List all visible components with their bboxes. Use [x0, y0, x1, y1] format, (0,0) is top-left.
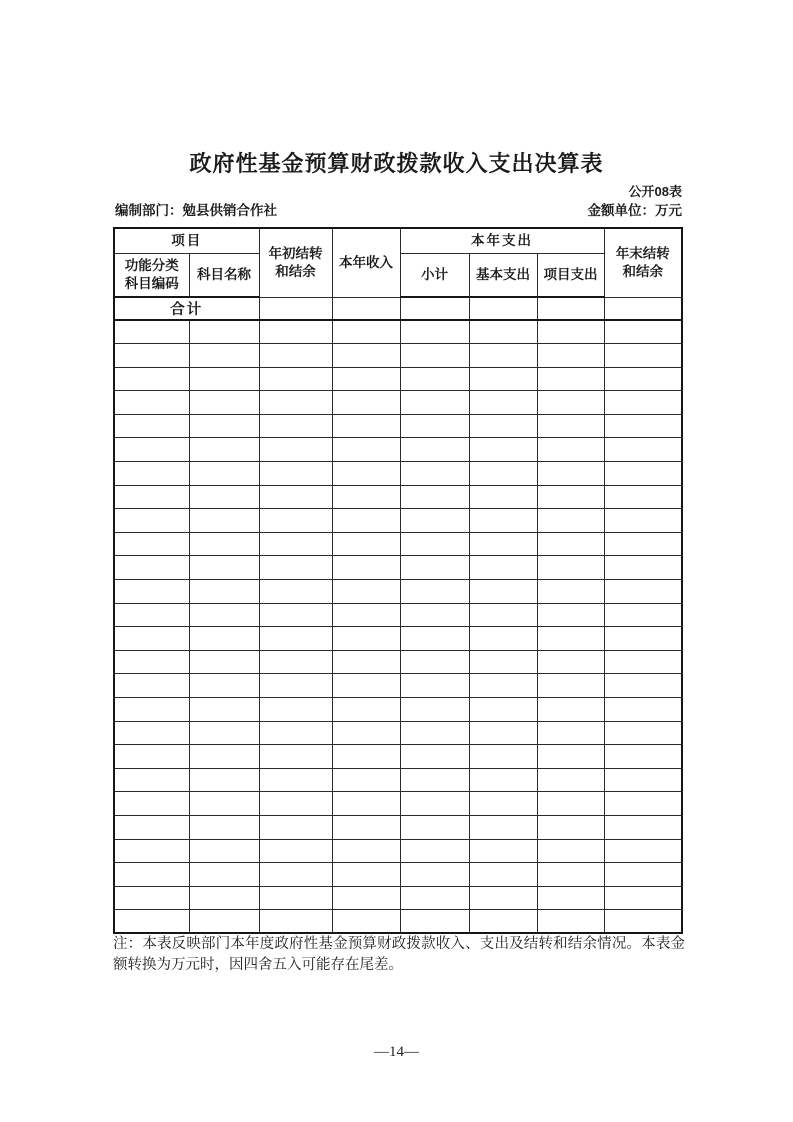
- empty-cell: [537, 580, 604, 604]
- empty-cell: [604, 367, 682, 391]
- header-closing-balance: [604, 228, 682, 297]
- empty-cell: [604, 674, 682, 698]
- empty-cell: [332, 391, 400, 415]
- empty-cell: [259, 910, 332, 934]
- empty-cell: [400, 745, 469, 769]
- header-row-1: [114, 228, 682, 253]
- empty-cell: [604, 815, 682, 839]
- meta-row: [115, 199, 682, 219]
- empty-cell: [114, 462, 189, 486]
- empty-cell: [604, 627, 682, 651]
- empty-cell: [469, 391, 537, 415]
- prepared-by-label: 编制部门：勉县供销合作社: [115, 203, 277, 218]
- empty-cell: [332, 367, 400, 391]
- empty-cell: [400, 886, 469, 910]
- empty-cell: [332, 320, 400, 344]
- empty-cell: [537, 863, 604, 887]
- empty-cell: [537, 414, 604, 438]
- empty-cell: [537, 603, 604, 627]
- total-opening-balance-cell: [259, 297, 332, 320]
- empty-cell: [537, 910, 604, 934]
- table-row: [114, 532, 682, 556]
- table-row: [114, 414, 682, 438]
- empty-cell: [189, 556, 259, 580]
- empty-cell: [259, 320, 332, 344]
- table-row: [114, 462, 682, 486]
- empty-cell: [259, 792, 332, 816]
- table-header: [114, 228, 682, 297]
- empty-cell: [114, 768, 189, 792]
- header-basic-expenditure: 基本支出: [469, 253, 537, 297]
- empty-cell: [604, 745, 682, 769]
- empty-cell: [604, 768, 682, 792]
- empty-cell: [604, 438, 682, 462]
- table-row: [114, 650, 682, 674]
- empty-cell: [189, 532, 259, 556]
- empty-cell: [114, 627, 189, 651]
- empty-cell: [604, 391, 682, 415]
- empty-cell: [604, 462, 682, 486]
- empty-cell: [189, 367, 259, 391]
- empty-cell: [400, 627, 469, 651]
- empty-cell: [189, 650, 259, 674]
- empty-cell: [189, 698, 259, 722]
- empty-cell: [259, 603, 332, 627]
- header-subtotal: 小计: [400, 253, 469, 297]
- header-item-group: 项目: [114, 228, 259, 253]
- empty-cell: [469, 532, 537, 556]
- empty-cell: [332, 910, 400, 934]
- table-row: [114, 910, 682, 934]
- table-row: [114, 391, 682, 415]
- empty-cell: [189, 438, 259, 462]
- empty-cell: [114, 698, 189, 722]
- empty-cell: [469, 414, 537, 438]
- empty-cell: [114, 391, 189, 415]
- empty-cell: [114, 414, 189, 438]
- empty-cell: [332, 603, 400, 627]
- empty-cell: [259, 627, 332, 651]
- empty-cell: [400, 698, 469, 722]
- empty-cell: [604, 650, 682, 674]
- empty-cell: [537, 792, 604, 816]
- empty-cell: [537, 886, 604, 910]
- empty-cell: [259, 367, 332, 391]
- empty-cell: [332, 745, 400, 769]
- empty-cell: [189, 792, 259, 816]
- empty-cell: [189, 391, 259, 415]
- empty-cell: [469, 839, 537, 863]
- empty-cell: [400, 839, 469, 863]
- empty-cell: [469, 603, 537, 627]
- empty-cell: [259, 414, 332, 438]
- empty-cell: [400, 509, 469, 533]
- empty-cell: [332, 792, 400, 816]
- header-opening-balance: [259, 228, 332, 297]
- empty-cell: [469, 886, 537, 910]
- empty-cell: [332, 768, 400, 792]
- empty-cell: [259, 344, 332, 368]
- empty-cell: [189, 509, 259, 533]
- header-expenditure-group: 本年支出: [400, 228, 604, 253]
- empty-cell: [332, 721, 400, 745]
- empty-cell: [537, 367, 604, 391]
- total-row-label: 合计: [114, 297, 259, 320]
- empty-cell: [604, 839, 682, 863]
- empty-cell: [114, 367, 189, 391]
- empty-cell: [469, 320, 537, 344]
- empty-cell: [604, 603, 682, 627]
- total-closing-balance-cell: [604, 297, 682, 320]
- empty-cell: [604, 863, 682, 887]
- empty-cell: [189, 414, 259, 438]
- empty-cell: [400, 603, 469, 627]
- empty-cell: [259, 721, 332, 745]
- empty-cell: [332, 485, 400, 509]
- empty-cell: [189, 580, 259, 604]
- empty-cell: [604, 556, 682, 580]
- empty-cell: [114, 886, 189, 910]
- empty-cell: [537, 839, 604, 863]
- empty-cell: [400, 768, 469, 792]
- empty-cell: [400, 910, 469, 934]
- empty-cell: [259, 745, 332, 769]
- empty-cell: [469, 556, 537, 580]
- empty-cell: [604, 532, 682, 556]
- empty-cell: [259, 580, 332, 604]
- footnote: 注：本表反映部门本年度政府性基金预算财政拨款收入、支出及结转和结余情况。本表金额转换为万元时，因四舍五入可能存在尾差。: [113, 936, 685, 973]
- empty-cell: [114, 320, 189, 344]
- empty-cell: [189, 462, 259, 486]
- table-row: [114, 509, 682, 533]
- empty-cell: [400, 414, 469, 438]
- empty-cell: [189, 863, 259, 887]
- empty-cell: [537, 462, 604, 486]
- empty-cell: [332, 627, 400, 651]
- empty-cell: [400, 485, 469, 509]
- header-closing-balance-label: 年末结转和结余: [615, 246, 670, 279]
- table-row: [114, 367, 682, 391]
- empty-cell: [469, 910, 537, 934]
- empty-cell: [400, 556, 469, 580]
- empty-cell: [604, 485, 682, 509]
- empty-cell: [259, 768, 332, 792]
- empty-cell: [332, 815, 400, 839]
- empty-cell: [114, 792, 189, 816]
- empty-cell: [332, 650, 400, 674]
- table-row: [114, 768, 682, 792]
- header-function-code: [114, 253, 189, 297]
- empty-cell: [537, 721, 604, 745]
- empty-cell: [469, 438, 537, 462]
- empty-cell: [189, 320, 259, 344]
- empty-cell: [259, 815, 332, 839]
- form-code: 公开08表: [628, 184, 682, 199]
- empty-cell: [537, 698, 604, 722]
- empty-cell: [604, 509, 682, 533]
- empty-cell: [332, 839, 400, 863]
- empty-cell: [469, 792, 537, 816]
- table-row: [114, 674, 682, 698]
- table-row: [114, 745, 682, 769]
- page-number: —14—: [374, 1044, 419, 1060]
- header-opening-balance-label: 年初结转和结余: [268, 246, 323, 279]
- empty-cell: [400, 674, 469, 698]
- empty-cell: [114, 556, 189, 580]
- empty-cell: [469, 367, 537, 391]
- empty-cell: [537, 320, 604, 344]
- table-row: [114, 792, 682, 816]
- empty-cell: [537, 627, 604, 651]
- empty-cell: [114, 344, 189, 368]
- empty-cell: [469, 627, 537, 651]
- empty-cell: [604, 580, 682, 604]
- empty-cell: [114, 721, 189, 745]
- empty-cell: [259, 650, 332, 674]
- empty-cell: [259, 391, 332, 415]
- empty-cell: [469, 815, 537, 839]
- empty-cell: [537, 745, 604, 769]
- empty-cell: [114, 532, 189, 556]
- total-subtotal-cell: [400, 297, 469, 320]
- empty-cell: [189, 603, 259, 627]
- empty-cell: [332, 462, 400, 486]
- empty-cell: [469, 863, 537, 887]
- empty-cell: [259, 556, 332, 580]
- empty-cell: [604, 344, 682, 368]
- empty-cell: [537, 485, 604, 509]
- empty-cell: [259, 674, 332, 698]
- header-subject-name: 科目名称: [189, 253, 259, 297]
- empty-cell: [259, 863, 332, 887]
- empty-cell: [114, 910, 189, 934]
- empty-cell: [332, 674, 400, 698]
- page-title: 政府性基金预算财政拨款收入支出决算表: [189, 151, 604, 176]
- empty-cell: [604, 886, 682, 910]
- empty-cell: [332, 344, 400, 368]
- budget-table: [113, 227, 683, 934]
- empty-cell: [189, 674, 259, 698]
- empty-cell: [332, 509, 400, 533]
- empty-cell: [537, 815, 604, 839]
- empty-cell: [537, 391, 604, 415]
- empty-cell: [332, 863, 400, 887]
- empty-cell: [114, 485, 189, 509]
- empty-cell: [114, 580, 189, 604]
- total-project-expenditure-cell: [537, 297, 604, 320]
- empty-cell: [259, 485, 332, 509]
- empty-cell: [400, 438, 469, 462]
- empty-cell: [189, 721, 259, 745]
- empty-cell: [469, 768, 537, 792]
- empty-cell: [604, 320, 682, 344]
- empty-cell: [400, 650, 469, 674]
- empty-cell: [537, 674, 604, 698]
- empty-cell: [469, 650, 537, 674]
- amount-unit-label: 金额单位：万元: [587, 203, 682, 218]
- empty-cell: [604, 414, 682, 438]
- table-row: [114, 627, 682, 651]
- total-income-cell: [332, 297, 400, 320]
- table-row: [114, 839, 682, 863]
- header-function-code-label: 功能分类科目编码: [124, 258, 179, 291]
- empty-cell: [537, 556, 604, 580]
- table-row: [114, 485, 682, 509]
- empty-cell: [189, 485, 259, 509]
- empty-cell: [469, 344, 537, 368]
- empty-cell: [537, 509, 604, 533]
- empty-cell: [400, 580, 469, 604]
- empty-cell: [400, 344, 469, 368]
- empty-cell: [469, 721, 537, 745]
- empty-cell: [189, 627, 259, 651]
- empty-cell: [332, 580, 400, 604]
- empty-cell: [114, 839, 189, 863]
- empty-cell: [259, 509, 332, 533]
- empty-cell: [400, 863, 469, 887]
- empty-cell: [400, 367, 469, 391]
- empty-cell: [189, 745, 259, 769]
- empty-cell: [400, 815, 469, 839]
- empty-cell: [332, 698, 400, 722]
- table-row: [114, 344, 682, 368]
- empty-cell: [332, 532, 400, 556]
- empty-cell: [400, 320, 469, 344]
- empty-cell: [332, 556, 400, 580]
- empty-cell: [189, 768, 259, 792]
- table-row: [114, 886, 682, 910]
- empty-cell: [400, 462, 469, 486]
- empty-cell: [259, 839, 332, 863]
- empty-cell: [114, 603, 189, 627]
- empty-cell: [332, 414, 400, 438]
- header-project-expenditure: 项目支出: [537, 253, 604, 297]
- empty-cell: [189, 839, 259, 863]
- empty-cell: [400, 792, 469, 816]
- empty-cell: [259, 698, 332, 722]
- empty-cell: [469, 485, 537, 509]
- empty-cell: [114, 509, 189, 533]
- empty-cell: [189, 815, 259, 839]
- empty-cell: [469, 580, 537, 604]
- total-basic-expenditure-cell: [469, 297, 537, 320]
- empty-cell: [114, 650, 189, 674]
- empty-cell: [400, 532, 469, 556]
- empty-cell: [537, 438, 604, 462]
- empty-cell: [332, 886, 400, 910]
- table-row: [114, 438, 682, 462]
- empty-cell: [537, 344, 604, 368]
- empty-cell: [604, 698, 682, 722]
- table-row: [114, 698, 682, 722]
- empty-cell: [604, 910, 682, 934]
- total-row: [114, 297, 682, 320]
- empty-cell: [332, 438, 400, 462]
- empty-cell: [114, 674, 189, 698]
- empty-cell: [114, 745, 189, 769]
- empty-rows: [114, 320, 682, 933]
- empty-cell: [259, 886, 332, 910]
- empty-cell: [469, 509, 537, 533]
- empty-cell: [114, 815, 189, 839]
- table-row: [114, 603, 682, 627]
- empty-cell: [400, 391, 469, 415]
- empty-cell: [189, 886, 259, 910]
- empty-cell: [469, 698, 537, 722]
- empty-cell: [259, 438, 332, 462]
- empty-cell: [259, 532, 332, 556]
- table-row: [114, 863, 682, 887]
- empty-cell: [469, 674, 537, 698]
- empty-cell: [400, 721, 469, 745]
- empty-cell: [189, 344, 259, 368]
- header-current-year-income: 本年收入: [332, 228, 400, 297]
- empty-cell: [189, 910, 259, 934]
- empty-cell: [469, 745, 537, 769]
- table-row: [114, 580, 682, 604]
- empty-cell: [469, 462, 537, 486]
- table-row: [114, 815, 682, 839]
- empty-cell: [604, 792, 682, 816]
- empty-cell: [537, 768, 604, 792]
- empty-cell: [537, 650, 604, 674]
- empty-cell: [259, 462, 332, 486]
- table-row: [114, 556, 682, 580]
- table-body: [114, 297, 682, 320]
- empty-cell: [114, 438, 189, 462]
- empty-cell: [537, 532, 604, 556]
- empty-cell: [604, 721, 682, 745]
- table-row: [114, 320, 682, 344]
- empty-cell: [114, 863, 189, 887]
- table-row: [114, 721, 682, 745]
